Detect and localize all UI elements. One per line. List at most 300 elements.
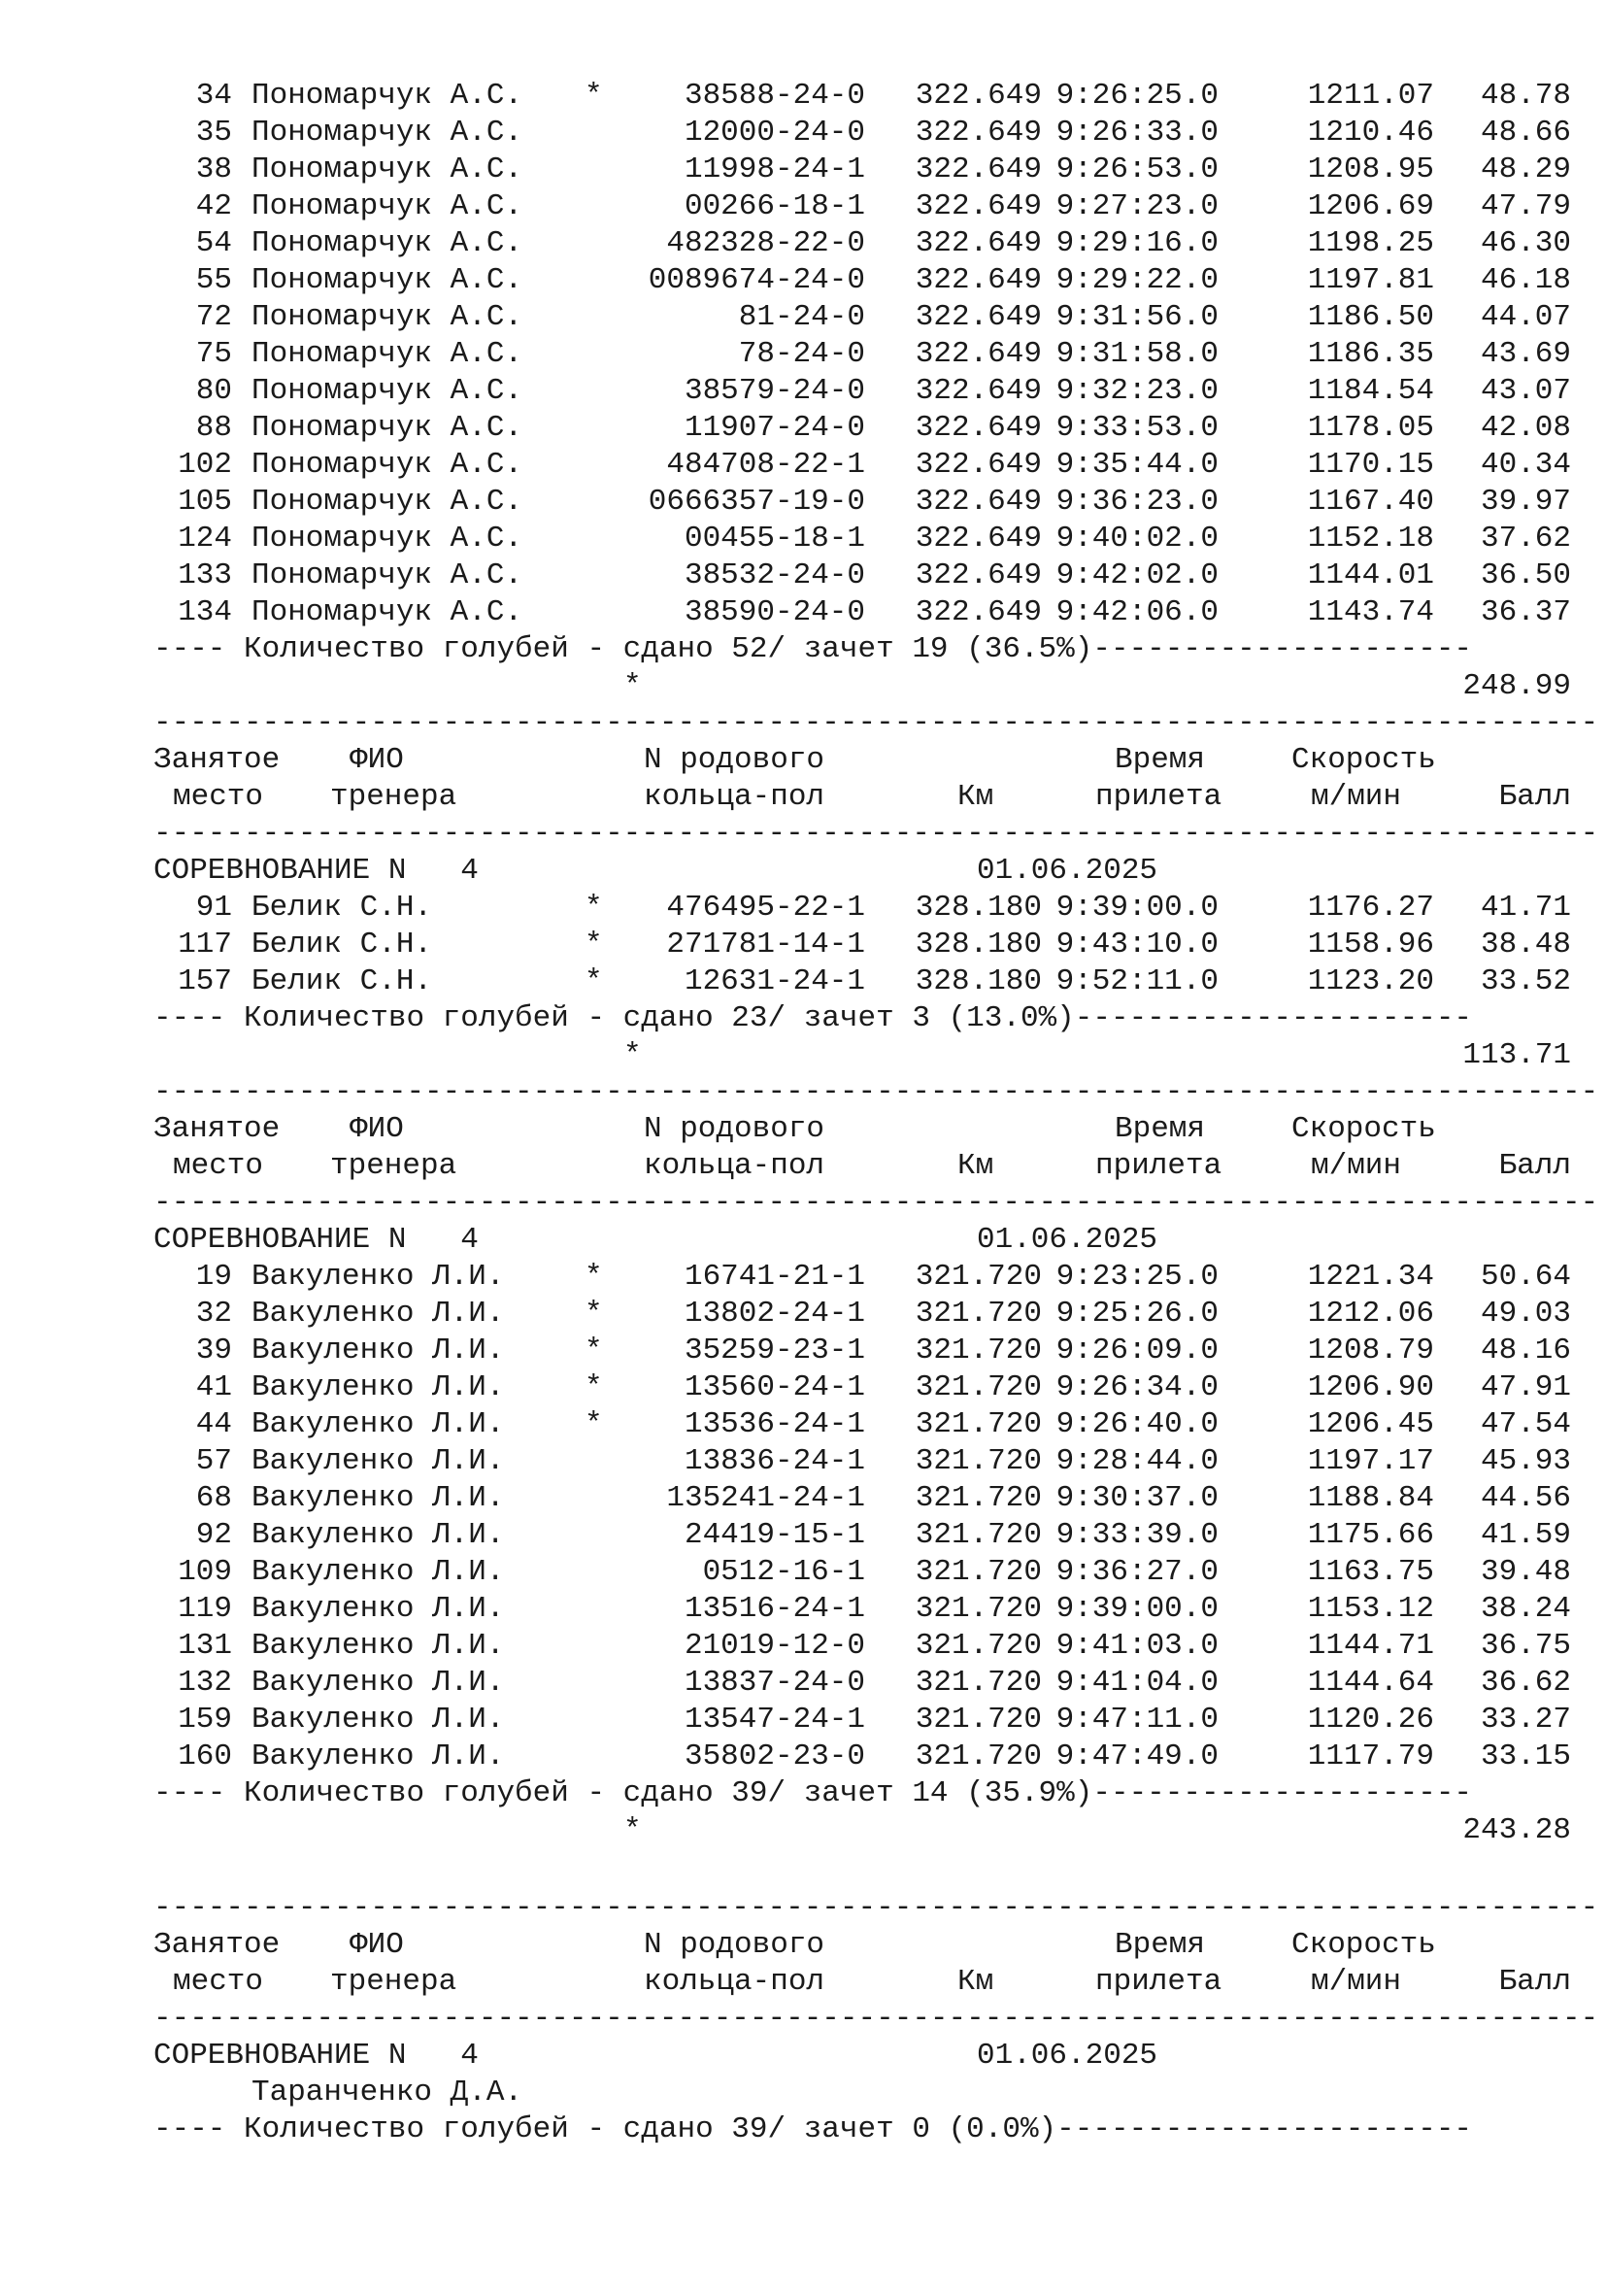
header-time-2: прилета bbox=[1095, 1149, 1222, 1183]
ring-number-cell: 13837-24-0 bbox=[684, 1666, 865, 1700]
arrival-time-cell: 9:26:34.0 bbox=[1055, 1370, 1219, 1404]
ring-number-cell: 38588-24-0 bbox=[684, 79, 865, 113]
distance-cell: 321.720 bbox=[915, 1666, 1042, 1700]
header-km: Км bbox=[957, 1965, 994, 1999]
ball-cell: 50.64 bbox=[1480, 1260, 1571, 1294]
trainer-name-cell: Вакуленко Л.И. bbox=[251, 1444, 505, 1478]
trainer-name-line bbox=[153, 2075, 1571, 2111]
speed-cell: 1117.79 bbox=[1307, 1739, 1434, 1773]
header-km: Км bbox=[957, 780, 994, 814]
table-row bbox=[153, 115, 1571, 152]
distance-cell: 322.649 bbox=[915, 485, 1042, 519]
trainer-name-cell: Вакуленко Л.И. bbox=[251, 1518, 505, 1552]
trainer-name-cell: Вакуленко Л.И. bbox=[251, 1629, 505, 1663]
place-cell: 80 bbox=[195, 374, 232, 408]
ring-number-cell: 135241-24-1 bbox=[666, 1481, 865, 1515]
ball-cell: 33.52 bbox=[1480, 964, 1571, 998]
group-summary: ---- Количество голубей - сдано 52/ зачет 19 (36.5%)--------------------- bbox=[153, 632, 1473, 666]
ball-cell: 36.75 bbox=[1480, 1629, 1571, 1663]
ball-cell: 40.34 bbox=[1480, 448, 1571, 482]
speed-cell: 1186.50 bbox=[1307, 300, 1434, 334]
header-ring: N родового bbox=[644, 1112, 825, 1146]
distance-cell: 322.649 bbox=[915, 79, 1042, 113]
header-time: Время bbox=[1115, 1928, 1206, 1962]
distance-cell: 322.649 bbox=[915, 152, 1042, 186]
table-header bbox=[153, 1111, 1571, 1185]
table-row bbox=[153, 373, 1571, 410]
ring-number-cell: 484708-22-1 bbox=[666, 448, 865, 482]
arrival-time-cell: 9:47:11.0 bbox=[1055, 1703, 1219, 1737]
table-row bbox=[153, 1665, 1571, 1702]
place-cell: 88 bbox=[195, 411, 232, 445]
arrival-time-cell: 9:43:10.0 bbox=[1055, 928, 1219, 962]
distance-cell: 321.720 bbox=[915, 1297, 1042, 1331]
place-cell: 57 bbox=[195, 1444, 232, 1478]
table-header bbox=[153, 1927, 1571, 2001]
place-cell: 32 bbox=[195, 1297, 232, 1331]
ball-cell: 44.56 bbox=[1480, 1481, 1571, 1515]
place-cell: 105 bbox=[178, 485, 232, 519]
ball-cell: 49.03 bbox=[1480, 1297, 1571, 1331]
header-time-2: прилета bbox=[1095, 1965, 1222, 1999]
speed-cell: 1210.46 bbox=[1307, 116, 1434, 150]
ball-cell: 36.62 bbox=[1480, 1666, 1571, 1700]
ring-number-cell: 38590-24-0 bbox=[684, 595, 865, 629]
header-fio: ФИО bbox=[350, 1112, 404, 1146]
speed-cell: 1167.40 bbox=[1307, 485, 1434, 519]
ring-number-cell: 21019-12-0 bbox=[684, 1629, 865, 1663]
table-row bbox=[153, 1591, 1571, 1628]
star-marker: * bbox=[585, 1370, 603, 1404]
table-row bbox=[153, 927, 1571, 963]
header-place-2: место bbox=[173, 780, 264, 814]
speed-cell: 1163.75 bbox=[1307, 1555, 1434, 1589]
arrival-time-cell: 9:52:11.0 bbox=[1055, 964, 1219, 998]
competition-label: СОРЕВНОВАНИЕ N 4 bbox=[153, 1223, 479, 1257]
speed-cell: 1197.81 bbox=[1307, 263, 1434, 297]
arrival-time-cell: 9:41:04.0 bbox=[1055, 1666, 1219, 1700]
place-cell: 38 bbox=[195, 152, 232, 186]
table-row bbox=[153, 188, 1571, 225]
speed-cell: 1123.20 bbox=[1307, 964, 1434, 998]
table-row bbox=[153, 1443, 1571, 1480]
speed-cell: 1188.84 bbox=[1307, 1481, 1434, 1515]
trainer-name-cell: Пономарчук А.С. bbox=[251, 152, 523, 186]
place-cell: 41 bbox=[195, 1370, 232, 1404]
distance-cell: 321.720 bbox=[915, 1444, 1042, 1478]
trainer-name: Таранченко Д.А. bbox=[251, 2076, 523, 2110]
arrival-time-cell: 9:40:02.0 bbox=[1055, 522, 1219, 556]
star-marker: * bbox=[585, 1260, 603, 1294]
speed-cell: 1143.74 bbox=[1307, 595, 1434, 629]
trainer-name-cell: Пономарчук А.С. bbox=[251, 411, 523, 445]
distance-cell: 321.720 bbox=[915, 1370, 1042, 1404]
place-cell: 75 bbox=[195, 337, 232, 371]
speed-cell: 1144.71 bbox=[1307, 1629, 1434, 1663]
speed-cell: 1170.15 bbox=[1307, 448, 1434, 482]
table-row bbox=[153, 1259, 1571, 1296]
separator-line bbox=[153, 1074, 1571, 1111]
distance-cell: 322.649 bbox=[915, 558, 1042, 592]
place-cell: 157 bbox=[178, 964, 232, 998]
ball-cell: 37.62 bbox=[1480, 522, 1571, 556]
place-cell: 54 bbox=[195, 226, 232, 260]
speed-cell: 1221.34 bbox=[1307, 1260, 1434, 1294]
distance-cell: 322.649 bbox=[915, 337, 1042, 371]
competition-line bbox=[153, 1222, 1571, 1259]
header-ring: N родового bbox=[644, 743, 825, 777]
trainer-name-cell: Пономарчук А.С. bbox=[251, 226, 523, 260]
trainer-group bbox=[153, 890, 1571, 1074]
ring-number-cell: 24419-15-1 bbox=[684, 1518, 865, 1552]
place-cell: 132 bbox=[178, 1666, 232, 1700]
distance-cell: 321.720 bbox=[915, 1739, 1042, 1773]
trainer-name-cell: Вакуленко Л.И. bbox=[251, 1666, 505, 1700]
ring-number-cell: 11907-24-0 bbox=[684, 411, 865, 445]
ball-cell: 41.71 bbox=[1480, 891, 1571, 925]
competition-line bbox=[153, 2038, 1571, 2075]
trainer-name-cell: Пономарчук А.С. bbox=[251, 595, 523, 629]
arrival-time-cell: 9:33:53.0 bbox=[1055, 411, 1219, 445]
table-row bbox=[153, 410, 1571, 447]
ball-cell: 36.50 bbox=[1480, 558, 1571, 592]
table-row bbox=[153, 78, 1571, 115]
trainer-name-cell: Вакуленко Л.И. bbox=[251, 1260, 505, 1294]
group-summary: ---- Количество голубей - сдано 39/ зачет 14 (35.9%)--------------------- bbox=[153, 1776, 1473, 1810]
trainer-name-cell: Вакуленко Л.И. bbox=[251, 1407, 505, 1441]
distance-cell: 321.720 bbox=[915, 1260, 1042, 1294]
ring-number-cell: 13547-24-1 bbox=[684, 1703, 865, 1737]
distance-cell: 321.720 bbox=[915, 1334, 1042, 1367]
distance-cell: 322.649 bbox=[915, 522, 1042, 556]
ball-cell: 48.29 bbox=[1480, 152, 1571, 186]
ring-number-cell: 13516-24-1 bbox=[684, 1592, 865, 1626]
trainer-name-cell: Пономарчук А.С. bbox=[251, 448, 523, 482]
header-fio: ФИО bbox=[350, 743, 404, 777]
ring-number-cell: 12631-24-1 bbox=[684, 964, 865, 998]
speed-cell: 1186.35 bbox=[1307, 337, 1434, 371]
ball-cell: 38.48 bbox=[1480, 928, 1571, 962]
distance-cell: 321.720 bbox=[915, 1592, 1042, 1626]
arrival-time-cell: 9:35:44.0 bbox=[1055, 448, 1219, 482]
trainer-name-cell: Пономарчук А.С. bbox=[251, 300, 523, 334]
header-time: Время bbox=[1115, 1112, 1206, 1146]
header-speed-2: м/мин bbox=[1311, 780, 1402, 814]
ball-cell: 39.97 bbox=[1480, 485, 1571, 519]
ring-number-cell: 0666357-19-0 bbox=[648, 485, 865, 519]
speed-cell: 1206.90 bbox=[1307, 1370, 1434, 1404]
distance-cell: 322.649 bbox=[915, 411, 1042, 445]
speed-cell: 1206.45 bbox=[1307, 1407, 1434, 1441]
ball-cell: 33.15 bbox=[1480, 1739, 1571, 1773]
speed-cell: 1211.07 bbox=[1307, 79, 1434, 113]
star-marker: * bbox=[585, 928, 603, 962]
header-ring: N родового bbox=[644, 1928, 825, 1962]
star-marker: * bbox=[585, 1297, 603, 1331]
table-row bbox=[153, 447, 1571, 484]
speed-cell: 1152.18 bbox=[1307, 522, 1434, 556]
speed-cell: 1178.05 bbox=[1307, 411, 1434, 445]
arrival-time-cell: 9:26:09.0 bbox=[1055, 1334, 1219, 1367]
trainer-name-cell: Вакуленко Л.И. bbox=[251, 1592, 505, 1626]
ball-cell: 46.18 bbox=[1480, 263, 1571, 297]
group-total-ball: 113.71 bbox=[1462, 1038, 1571, 1072]
header-place: Занятое bbox=[153, 1928, 281, 1962]
arrival-time-cell: 9:26:53.0 bbox=[1055, 152, 1219, 186]
arrival-time-cell: 9:31:56.0 bbox=[1055, 300, 1219, 334]
ball-cell: 47.79 bbox=[1480, 189, 1571, 223]
trainer-group bbox=[153, 2075, 1571, 2148]
arrival-time-cell: 9:39:00.0 bbox=[1055, 1592, 1219, 1626]
speed-cell: 1208.79 bbox=[1307, 1334, 1434, 1367]
place-cell: 72 bbox=[195, 300, 232, 334]
ball-cell: 48.78 bbox=[1480, 79, 1571, 113]
table-row bbox=[153, 594, 1571, 631]
distance-cell: 328.180 bbox=[915, 964, 1042, 998]
trainer-name-cell: Пономарчук А.С. bbox=[251, 522, 523, 556]
ring-number-cell: 00266-18-1 bbox=[684, 189, 865, 223]
trainer-name-cell: Вакуленко Л.И. bbox=[251, 1555, 505, 1589]
header-fio-2: тренера bbox=[330, 1965, 457, 1999]
header-speed-2: м/мин bbox=[1311, 1149, 1402, 1183]
trainer-name-cell: Вакуленко Л.И. bbox=[251, 1739, 505, 1773]
table-row bbox=[153, 557, 1571, 594]
table-row bbox=[153, 1333, 1571, 1369]
trainer-name-cell: Белик С.Н. bbox=[251, 928, 433, 962]
star-marker: * bbox=[585, 1334, 603, 1367]
trainer-name-cell: Пономарчук А.С. bbox=[251, 263, 523, 297]
separator-line bbox=[153, 2001, 1571, 2038]
arrival-time-cell: 9:33:39.0 bbox=[1055, 1518, 1219, 1552]
table-row bbox=[153, 1739, 1571, 1775]
separator-line bbox=[153, 1185, 1571, 1222]
table-row bbox=[153, 262, 1571, 299]
ring-number-cell: 12000-24-0 bbox=[684, 116, 865, 150]
arrival-time-cell: 9:42:06.0 bbox=[1055, 595, 1219, 629]
total-star-marker: * bbox=[623, 1813, 642, 1847]
header-km: Км bbox=[957, 1149, 994, 1183]
ball-cell: 39.48 bbox=[1480, 1555, 1571, 1589]
place-cell: 92 bbox=[195, 1518, 232, 1552]
distance-cell: 321.720 bbox=[915, 1518, 1042, 1552]
distance-cell: 321.720 bbox=[915, 1555, 1042, 1589]
header-ball: Балл bbox=[1498, 780, 1571, 814]
arrival-time-cell: 9:36:27.0 bbox=[1055, 1555, 1219, 1589]
trainer-name-cell: Пономарчук А.С. bbox=[251, 485, 523, 519]
place-cell: 19 bbox=[195, 1260, 232, 1294]
trainer-group bbox=[153, 78, 1571, 705]
trainer-name-cell: Вакуленко Л.И. bbox=[251, 1703, 505, 1737]
distance-cell: 321.720 bbox=[915, 1703, 1042, 1737]
place-cell: 159 bbox=[178, 1703, 232, 1737]
header-place-2: место bbox=[173, 1149, 264, 1183]
speed-cell: 1208.95 bbox=[1307, 152, 1434, 186]
place-cell: 119 bbox=[178, 1592, 232, 1626]
ring-number-cell: 0512-16-1 bbox=[702, 1555, 865, 1589]
table-row bbox=[153, 1406, 1571, 1443]
header-fio-2: тренера bbox=[330, 780, 457, 814]
speed-cell: 1175.66 bbox=[1307, 1518, 1434, 1552]
distance-cell: 321.720 bbox=[915, 1629, 1042, 1663]
distance-cell: 322.649 bbox=[915, 189, 1042, 223]
speed-cell: 1144.01 bbox=[1307, 558, 1434, 592]
header-time-2: прилета bbox=[1095, 780, 1222, 814]
ring-number-cell: 78-24-0 bbox=[738, 337, 865, 371]
star-marker: * bbox=[585, 1407, 603, 1441]
competition-label: СОРЕВНОВАНИЕ N 4 bbox=[153, 2039, 479, 2073]
header-fio: ФИО bbox=[350, 1928, 404, 1962]
table-row bbox=[153, 1369, 1571, 1406]
arrival-time-cell: 9:26:40.0 bbox=[1055, 1407, 1219, 1441]
ring-number-cell: 38579-24-0 bbox=[684, 374, 865, 408]
competition-label: СОРЕВНОВАНИЕ N 4 bbox=[153, 854, 479, 888]
speed-cell: 1144.64 bbox=[1307, 1666, 1434, 1700]
separator-line bbox=[153, 1890, 1571, 1927]
speed-cell: 1120.26 bbox=[1307, 1703, 1434, 1737]
speed-cell: 1184.54 bbox=[1307, 374, 1434, 408]
header-fio-2: тренера bbox=[330, 1149, 457, 1183]
trainer-name-cell: Пономарчук А.С. bbox=[251, 79, 523, 113]
ring-number-cell: 13836-24-1 bbox=[684, 1444, 865, 1478]
competition-date: 01.06.2025 bbox=[977, 2039, 1158, 2073]
arrival-time-cell: 9:39:00.0 bbox=[1055, 891, 1219, 925]
speed-cell: 1197.17 bbox=[1307, 1444, 1434, 1478]
ring-number-cell: 81-24-0 bbox=[738, 300, 865, 334]
arrival-time-cell: 9:30:37.0 bbox=[1055, 1481, 1219, 1515]
group-total-line bbox=[153, 1812, 1571, 1849]
table-row bbox=[153, 963, 1571, 1000]
distance-cell: 322.649 bbox=[915, 448, 1042, 482]
place-cell: 134 bbox=[178, 595, 232, 629]
ring-number-cell: 271781-14-1 bbox=[666, 928, 865, 962]
ball-cell: 47.91 bbox=[1480, 1370, 1571, 1404]
trainer-name-cell: Вакуленко Л.И. bbox=[251, 1297, 505, 1331]
distance-cell: 328.180 bbox=[915, 928, 1042, 962]
place-cell: 109 bbox=[178, 1555, 232, 1589]
arrival-time-cell: 9:32:23.0 bbox=[1055, 374, 1219, 408]
table-row bbox=[153, 225, 1571, 262]
table-header bbox=[153, 742, 1571, 816]
ball-cell: 46.30 bbox=[1480, 226, 1571, 260]
arrival-time-cell: 9:28:44.0 bbox=[1055, 1444, 1219, 1478]
table-row bbox=[153, 336, 1571, 373]
place-cell: 133 bbox=[178, 558, 232, 592]
ball-cell: 47.54 bbox=[1480, 1407, 1571, 1441]
arrival-time-cell: 9:29:16.0 bbox=[1055, 226, 1219, 260]
table-row bbox=[153, 484, 1571, 521]
result-rows bbox=[153, 78, 1571, 631]
speed-cell: 1153.12 bbox=[1307, 1592, 1434, 1626]
arrival-time-cell: 9:31:58.0 bbox=[1055, 337, 1219, 371]
table-row bbox=[153, 1628, 1571, 1665]
trainer-name-cell: Белик С.Н. bbox=[251, 964, 433, 998]
place-cell: 91 bbox=[195, 891, 232, 925]
place-cell: 117 bbox=[178, 928, 232, 962]
place-cell: 124 bbox=[178, 522, 232, 556]
place-cell: 68 bbox=[195, 1481, 232, 1515]
ring-number-cell: 35802-23-0 bbox=[684, 1739, 865, 1773]
ball-cell: 36.37 bbox=[1480, 595, 1571, 629]
ring-number-cell: 476495-22-1 bbox=[666, 891, 865, 925]
group-total-ball: 243.28 bbox=[1462, 1813, 1571, 1847]
distance-cell: 322.649 bbox=[915, 116, 1042, 150]
ball-cell: 48.16 bbox=[1480, 1334, 1571, 1367]
star-marker: * bbox=[585, 891, 603, 925]
header-speed: Скорость bbox=[1291, 743, 1436, 777]
ring-number-cell: 13802-24-1 bbox=[684, 1297, 865, 1331]
ring-number-cell: 13560-24-1 bbox=[684, 1370, 865, 1404]
ring-number-cell: 16741-21-1 bbox=[684, 1260, 865, 1294]
trainer-name-cell: Пономарчук А.С. bbox=[251, 558, 523, 592]
place-cell: 55 bbox=[195, 263, 232, 297]
table-row bbox=[153, 152, 1571, 188]
header-ball: Балл bbox=[1498, 1965, 1571, 1999]
speed-cell: 1198.25 bbox=[1307, 226, 1434, 260]
trainer-name-cell: Пономарчук А.С. bbox=[251, 189, 523, 223]
place-cell: 44 bbox=[195, 1407, 232, 1441]
speed-cell: 1212.06 bbox=[1307, 1297, 1434, 1331]
arrival-time-cell: 9:25:26.0 bbox=[1055, 1297, 1219, 1331]
place-cell: 39 bbox=[195, 1334, 232, 1367]
distance-cell: 322.649 bbox=[915, 595, 1042, 629]
distance-cell: 322.649 bbox=[915, 226, 1042, 260]
table-row bbox=[153, 890, 1571, 927]
table-row bbox=[153, 1296, 1571, 1333]
ring-number-cell: 11998-24-1 bbox=[684, 152, 865, 186]
ring-number-cell: 482328-22-0 bbox=[666, 226, 865, 260]
trainer-name-cell: Пономарчук А.С. bbox=[251, 337, 523, 371]
separator-line bbox=[153, 705, 1571, 742]
ball-cell: 33.27 bbox=[1480, 1703, 1571, 1737]
arrival-time-cell: 9:26:25.0 bbox=[1055, 79, 1219, 113]
competition-line bbox=[153, 853, 1571, 890]
total-star-marker: * bbox=[623, 1038, 642, 1072]
trainer-name-cell: Вакуленко Л.И. bbox=[251, 1481, 505, 1515]
distance-cell: 322.649 bbox=[915, 374, 1042, 408]
arrival-time-cell: 9:23:25.0 bbox=[1055, 1260, 1219, 1294]
speed-cell: 1176.27 bbox=[1307, 891, 1434, 925]
arrival-time-cell: 9:29:22.0 bbox=[1055, 263, 1219, 297]
place-cell: 102 bbox=[178, 448, 232, 482]
trainer-name-cell: Пономарчук А.С. bbox=[251, 374, 523, 408]
ring-number-cell: 35259-23-1 bbox=[684, 1334, 865, 1367]
arrival-time-cell: 9:41:03.0 bbox=[1055, 1629, 1219, 1663]
header-place: Занятое bbox=[153, 743, 281, 777]
distance-cell: 321.720 bbox=[915, 1481, 1042, 1515]
header-speed: Скорость bbox=[1291, 1112, 1436, 1146]
header-time: Время bbox=[1115, 743, 1206, 777]
trainer-name-cell: Пономарчук А.С. bbox=[251, 116, 523, 150]
place-cell: 35 bbox=[195, 116, 232, 150]
table-row bbox=[153, 1702, 1571, 1739]
ball-cell: 44.07 bbox=[1480, 300, 1571, 334]
table-row bbox=[153, 521, 1571, 557]
ball-cell: 43.69 bbox=[1480, 337, 1571, 371]
result-rows bbox=[153, 1259, 1571, 1775]
table-row bbox=[153, 299, 1571, 336]
star-marker: * bbox=[585, 964, 603, 998]
header-ball: Балл bbox=[1498, 1149, 1571, 1183]
ball-cell: 38.24 bbox=[1480, 1592, 1571, 1626]
group-total-ball: 248.99 bbox=[1462, 669, 1571, 703]
speed-cell: 1206.69 bbox=[1307, 189, 1434, 223]
group-total-line bbox=[153, 1037, 1571, 1074]
distance-cell: 322.649 bbox=[915, 263, 1042, 297]
distance-cell: 328.180 bbox=[915, 891, 1042, 925]
trainer-name-cell: Вакуленко Л.И. bbox=[251, 1334, 505, 1367]
header-ring-2: кольца-пол bbox=[644, 780, 825, 814]
total-star-marker: * bbox=[623, 669, 642, 703]
